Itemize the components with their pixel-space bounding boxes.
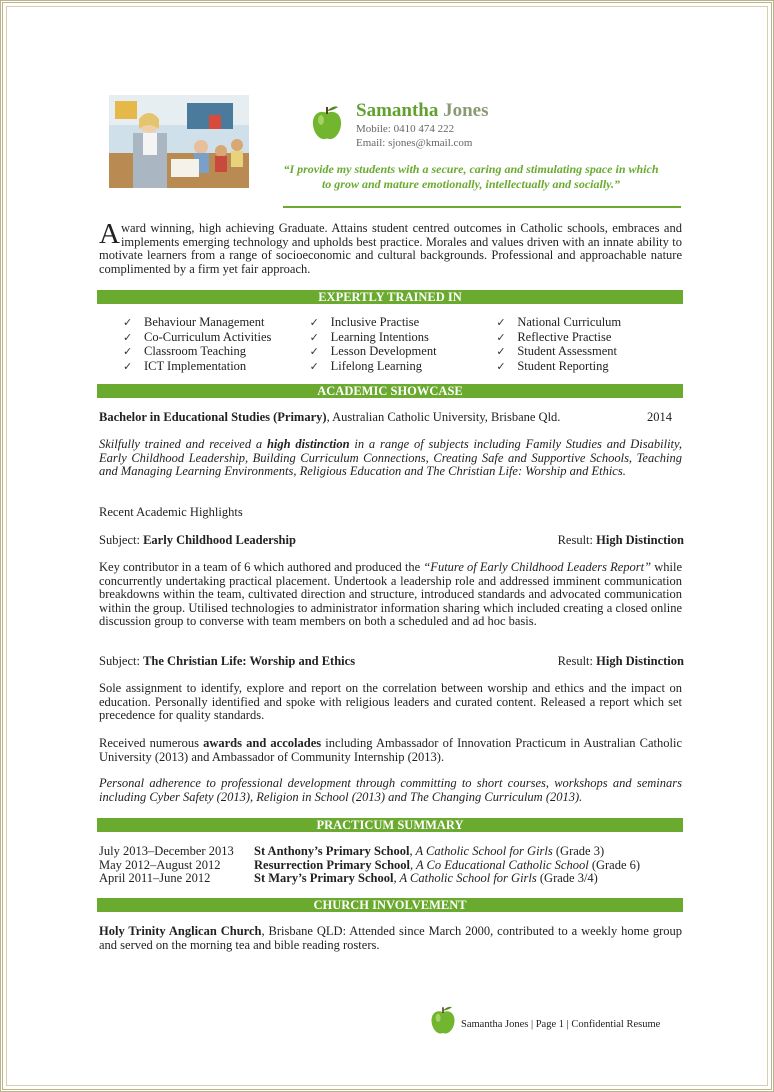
check-icon: ✓ bbox=[123, 317, 133, 329]
section-header-academic: ACADEMIC SHOWCASE bbox=[97, 384, 683, 398]
check-icon: ✓ bbox=[496, 331, 506, 344]
footer-apple-icon bbox=[429, 1004, 457, 1035]
skill-item: ✓ Student Assessment bbox=[496, 344, 618, 359]
section-header-practicum: PRACTICUM SUMMARY bbox=[97, 818, 683, 832]
check-icon: ✓ bbox=[309, 360, 319, 373]
skill-item: ✓ Classroom Teaching bbox=[123, 344, 247, 359]
check-icon: ✓ bbox=[123, 331, 133, 344]
skill-item: ✓ Co-Curriculum Activities bbox=[123, 329, 272, 344]
skill-item: ✓ Student Reporting bbox=[496, 358, 609, 373]
apple-icon bbox=[310, 103, 344, 141]
check-icon: ✓ bbox=[309, 331, 319, 344]
skill-column-3 bbox=[496, 316, 683, 374]
skill-column-1 bbox=[123, 316, 310, 374]
check-icon: ✓ bbox=[123, 346, 133, 359]
check-icon: ✓ bbox=[496, 317, 506, 329]
section-header-church: CHURCH INVOLVEMENT bbox=[97, 898, 683, 912]
skill-item: ✓ Learning Intentions bbox=[309, 329, 429, 344]
degree-title: Bachelor in Educational Studies (Primary) bbox=[99, 410, 327, 424]
skill-item: ✓ Reflective Practise bbox=[496, 329, 612, 344]
degree-year: 2014 bbox=[647, 410, 672, 424]
check-icon: ✓ bbox=[309, 317, 319, 329]
subject-row-2: Subject: The Christian Life: Worship and Ethics Result: High Distinction bbox=[99, 654, 684, 668]
intro-text: ward winning, high achieving Graduate. Attains student centred outcomes in Catholic schools, embraces and implements emerging technology and upholds best practice. Morales and values driven with an innate ability to motivate learners from a range of socioeconomic and cultural backgrounds. Professional and approachable nature complimented by a firm yet fair approach. bbox=[99, 221, 682, 276]
subject-2-result: Result: High Distinction bbox=[557, 654, 684, 668]
skill-item: ✓ Behaviour Management bbox=[123, 315, 265, 329]
skill-item: ✓ Lifelong Learning bbox=[309, 358, 422, 373]
teacher-photo bbox=[109, 95, 249, 188]
highlights-label: Recent Academic Highlights bbox=[99, 505, 243, 519]
intro-summary bbox=[99, 218, 682, 276]
academic-summary: Skilfully trained and received a high distinction in a range of subjects including Family Studies and Disability, Early Childhood Leadership, Building Curriculum Connections, Creating Safe and Supportive Schools, Teaching and Managing Learning Environments, Religious Education and The Christian Life: Worship and Ethics. bbox=[99, 437, 683, 479]
drop-cap: A bbox=[99, 218, 120, 250]
subject-1-description: Key contributor in a team of 6 which authored and produced the “Future of Early Childhood Leaders Report” while concurrently undertaking practical placement. Undertook a leadership role and addressed imminent communication breakdowns within the team, cultivated direction and structure, introduced standards and advocated communication within the group. Utilised technologies to administrator information sharing which included creating a closed online discussion group to converse with team members on both a scheduled and ad hoc basis. bbox=[99, 560, 683, 629]
skill-item: ✓ ICT Implementation bbox=[123, 358, 247, 373]
check-icon: ✓ bbox=[496, 360, 506, 373]
degree-line bbox=[99, 410, 684, 424]
practicum-row: July 2013–December 2013 St Anthony’s Primary School, A Catholic School for Girls (Grade 3) bbox=[99, 844, 605, 858]
check-icon: ✓ bbox=[309, 346, 319, 359]
practicum-row: April 2011–June 2012 St Mary’s Primary School, A Catholic School for Girls (Grade 3/4) bbox=[99, 871, 598, 886]
degree-institution: , Australian Catholic University, Brisbane Qld. bbox=[326, 410, 561, 424]
skill-item: ✓ National Curriculum bbox=[496, 315, 622, 329]
distinction-highlight: high distinction bbox=[266, 437, 350, 451]
skills-list bbox=[123, 316, 683, 374]
church-name: Holy Trinity Anglican Church bbox=[99, 924, 262, 938]
header-divider bbox=[283, 206, 681, 208]
last-name: Jones bbox=[443, 100, 489, 121]
subject-1-title: Early Childhood Leadership bbox=[143, 533, 296, 547]
subject-1-result: Result: High Distinction bbox=[557, 533, 684, 547]
professional-development: Personal adherence to professional development through committing to short courses, workshops and seminars including Cyber Safety (2013), Religion in School (2013) and The Changing Curriculum (2013). bbox=[99, 776, 682, 804]
subject-2-title: The Christian Life: Worship and Ethics bbox=[143, 654, 356, 668]
skill-item: ✓ Lesson Development bbox=[309, 344, 437, 359]
mobile-number: Mobile: 0410 474 222 bbox=[356, 123, 455, 135]
page-footer: Samantha Jones | Page 1 | Confidential Resume bbox=[461, 1019, 661, 1030]
personal-quote: “I provide my students with a secure, caring and stimulating space in which to grow and mature emotionally, intellectually and socially.” bbox=[283, 162, 659, 191]
check-icon: ✓ bbox=[123, 360, 133, 373]
skill-item: ✓ Inclusive Practise bbox=[309, 315, 420, 329]
skill-column-2 bbox=[310, 316, 497, 374]
awards-paragraph: Received numerous awards and accolades including Ambassador of Innovation Practicum in Australian Catholic University (2013) and Ambassador of Community Internship (2013). bbox=[99, 736, 682, 764]
subject-row-1: Subject: Early Childhood Leadership Result: High Distinction bbox=[99, 533, 684, 547]
church-paragraph: Holy Trinity Anglican Church, Brisbane QLD: Attended since March 2000, contributed to a weekly home group and served on the morning tea and bible reading rosters. bbox=[99, 924, 682, 952]
subject-2-description: Sole assignment to identify, explore and report on the correlation between worship and ethics and the impact on education. Personally identified and spoke with religious leaders and curated content. Released a report which set precedence for quality standards. bbox=[99, 681, 682, 723]
section-header-trained: EXPERTLY TRAINED IN bbox=[97, 290, 683, 304]
first-name: Samantha bbox=[356, 100, 439, 121]
check-icon: ✓ bbox=[496, 346, 506, 359]
practicum-row: May 2012–August 2012 Resurrection Primary School, A Co Educational Catholic School (Grade 6) bbox=[99, 857, 641, 872]
email-address: Email: sjones@kmail.com bbox=[356, 137, 473, 149]
candidate-name bbox=[356, 100, 489, 122]
